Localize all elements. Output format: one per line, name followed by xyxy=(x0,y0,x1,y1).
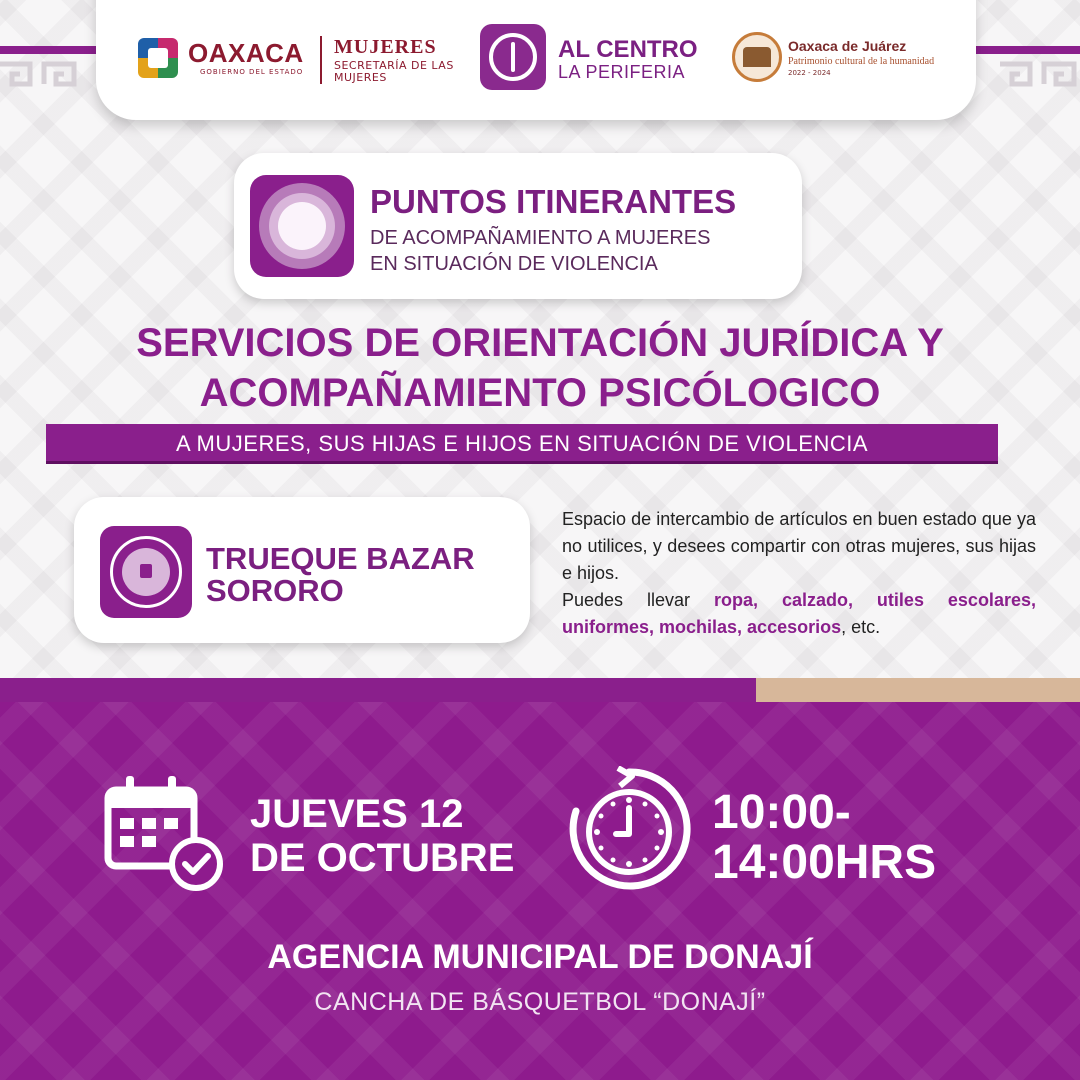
mujeres-logo-subtitle: SECRETARÍA DE LAS MUJERES xyxy=(334,59,454,84)
oaxaca-juarez-seal-icon xyxy=(732,32,782,82)
trueque-description-text: Espacio de intercambio de artículos en buen estado que ya no utilices, y desees compartir con otras mujeres, sus hijas e hijos. xyxy=(562,509,1036,583)
servicios-band xyxy=(46,424,998,464)
puntos-subtitle-line1: DE ACOMPAÑAMIENTO A MUJERES xyxy=(370,227,711,249)
trueque-items-intro: Puedes llevar xyxy=(562,590,714,610)
servicios-heading xyxy=(0,318,1080,418)
puntos-title: PUNTOS ITINERANTES xyxy=(370,183,737,220)
trueque-items-list: ropa, calzado, utiles escolares, uniformes, mochilas, accesorios xyxy=(562,590,1036,637)
servicios-heading-line1: SERVICIOS DE ORIENTACIÓN JURÍDICA Y xyxy=(136,321,944,365)
oaxaca-juarez-years: 2022 - 2024 xyxy=(788,69,831,77)
oaxaca-emblem-icon xyxy=(138,38,178,78)
event-date-line2: DE OCTUBRE xyxy=(250,836,515,880)
al-centro-logo-icon xyxy=(480,24,546,90)
trueque-items-text xyxy=(562,587,1036,641)
bottom-accent-tan xyxy=(756,678,1080,702)
trueque-exchange-icon xyxy=(100,526,192,618)
puntos-circle-icon xyxy=(250,175,354,277)
event-date xyxy=(250,792,514,880)
al-centro-logo-title: AL CENTRO xyxy=(558,36,698,63)
trueque-description xyxy=(562,506,1036,641)
event-time xyxy=(712,788,936,888)
header-logo-bar xyxy=(96,0,976,120)
puntos-itinerantes-card xyxy=(234,153,802,299)
event-time-line1: 10:00- xyxy=(712,786,851,839)
trueque-bazar-card xyxy=(74,497,530,643)
event-date-line1: JUEVES 12 xyxy=(250,792,464,836)
oaxaca-logo-title: OAXACA xyxy=(188,38,304,68)
trueque-items-end: , etc. xyxy=(841,617,881,637)
calendar-check-icon xyxy=(104,774,224,892)
trueque-title-line2: SORORO xyxy=(206,573,344,608)
puntos-subtitle xyxy=(370,225,790,277)
bottom-accent-purple xyxy=(0,678,756,702)
location-subtitle: CANCHA DE BÁSQUETBOL “DONAJÍ” xyxy=(314,988,766,1016)
location-title: AGENCIA MUNICIPAL DE DONAJÍ xyxy=(267,938,813,976)
puntos-subtitle-line2: EN SITUACIÓN DE VIOLENCIA xyxy=(370,253,658,275)
logo-divider xyxy=(320,36,322,84)
oaxaca-juarez-title: Oaxaca de Juárez xyxy=(788,38,907,54)
oaxaca-juarez-subtitle: Patrimonio cultural de la humanidad xyxy=(788,56,935,67)
trueque-title-line1: TRUEQUE BAZAR xyxy=(206,541,475,576)
trueque-title xyxy=(206,543,526,607)
al-centro-logo-subtitle: LA PERIFERIA xyxy=(558,62,686,82)
servicios-band-text: A MUJERES, SUS HIJAS E HIJOS EN SITUACIÓN DE VIOLENCIA xyxy=(175,431,869,456)
clock-icon xyxy=(566,766,692,892)
oaxaca-logo-subtitle: GOBIERNO DEL ESTADO xyxy=(200,68,304,76)
event-time-line2: 14:00HRS xyxy=(712,836,937,889)
mujeres-logo-title: MUJERES xyxy=(334,36,437,58)
servicios-heading-line2: ACOMPAÑAMIENTO PSICÓLOGICO xyxy=(199,371,881,415)
